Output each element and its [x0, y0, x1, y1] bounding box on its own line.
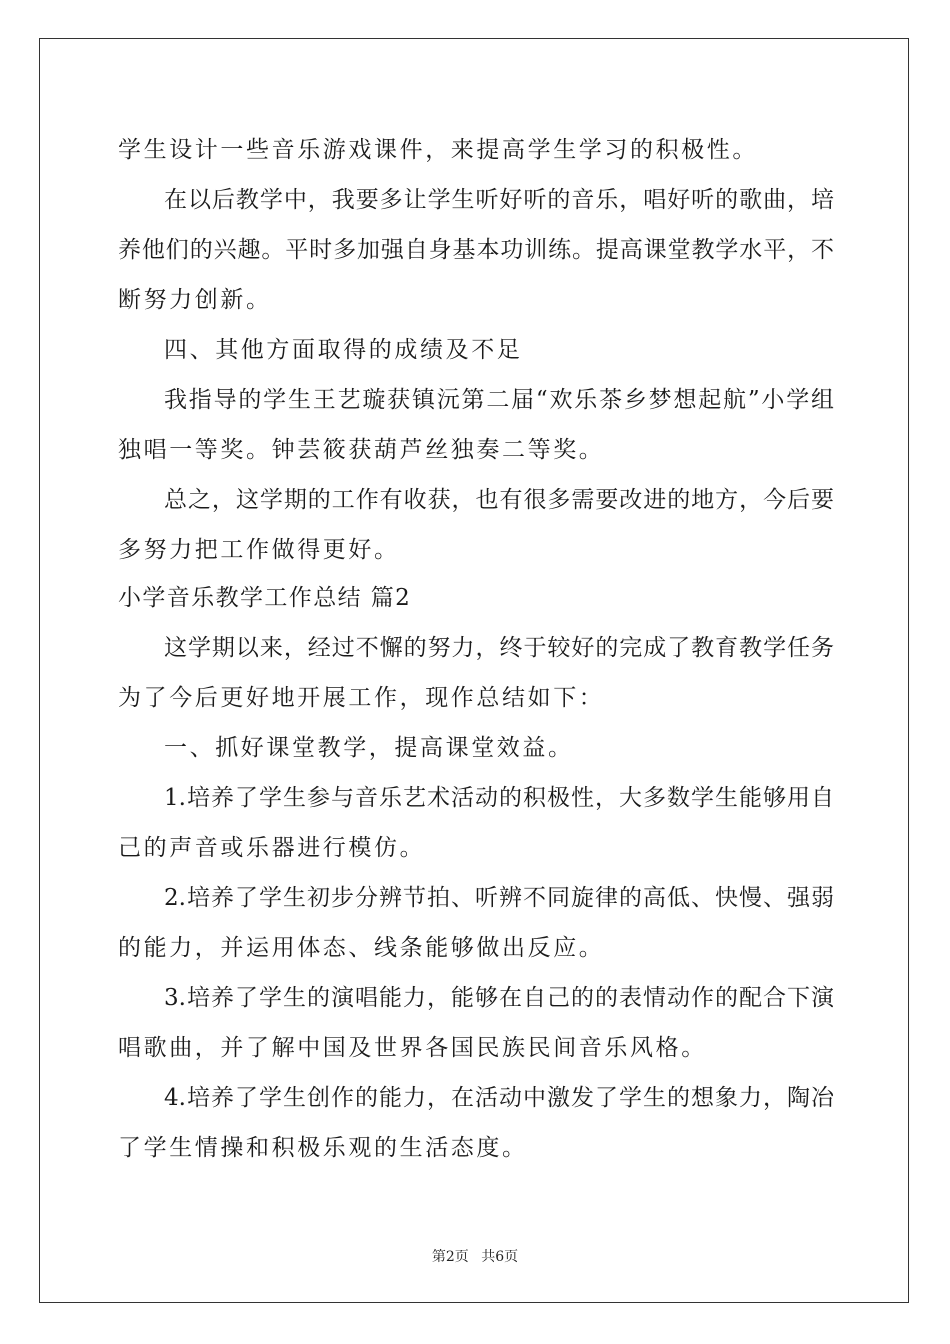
page-footer	[0, 1246, 950, 1266]
article-title: 小学音乐教学工作总结 篇2	[118, 585, 412, 611]
text-line: 独唱一等奖。钟芸筱获葫芦丝独奏二等奖。	[118, 437, 605, 463]
text-line: 断努力创新。	[118, 287, 272, 313]
text-line: 1.培养了学生参与音乐艺术活动的积极性，大多数学生能够用自	[164, 785, 834, 811]
section-heading: 一、抓好课堂教学，提高课堂效益。	[164, 735, 574, 761]
text-line: 为了今后更好地开展工作，现作总结如下：	[118, 685, 605, 711]
text-line: 了学生情操和积极乐观的生活态度。	[118, 1135, 528, 1161]
text-line: 这学期以来，经过不懈的努力，终于较好的完成了教育教学任务	[164, 635, 834, 661]
text-line: 2.培养了学生初步分辨节拍、听辨不同旋律的高低、快慢、强弱	[164, 885, 834, 911]
text-line: 学生设计一些音乐游戏课件，来提高学生学习的积极性。	[118, 137, 758, 163]
section-heading: 四、其他方面取得的成绩及不足	[164, 337, 523, 363]
text-line: 我指导的学生王艺璇获镇沅第二届“欢乐茶乡梦想起航”小学组	[164, 387, 834, 413]
text-line: 养他们的兴趣。平时多加强自身基本功训练。提高课堂教学水平，不	[118, 237, 834, 263]
page-number: 第2页	[431, 1249, 469, 1265]
text-line: 3.培养了学生的演唱能力，能够在自己的的表情动作的配合下演	[164, 985, 834, 1011]
text-line: 总之，这学期的工作有收获，也有很多需要改进的地方，今后要	[164, 487, 834, 513]
text-line: 4.培养了学生创作的能力，在活动中激发了学生的想象力，陶冶	[164, 1085, 834, 1111]
text-line: 在以后教学中，我要多让学生听好听的音乐，唱好听的歌曲，培	[164, 187, 834, 213]
text-line: 多努力把工作做得更好。	[118, 537, 400, 563]
page-total: 共6页	[481, 1249, 519, 1265]
text-line: 唱歌曲，并了解中国及世界各国民族民间音乐风格。	[118, 1035, 707, 1061]
text-line: 己的声音或乐器进行模仿。	[118, 835, 426, 861]
text-line: 的能力，并运用体态、线条能够做出反应。	[118, 935, 605, 961]
